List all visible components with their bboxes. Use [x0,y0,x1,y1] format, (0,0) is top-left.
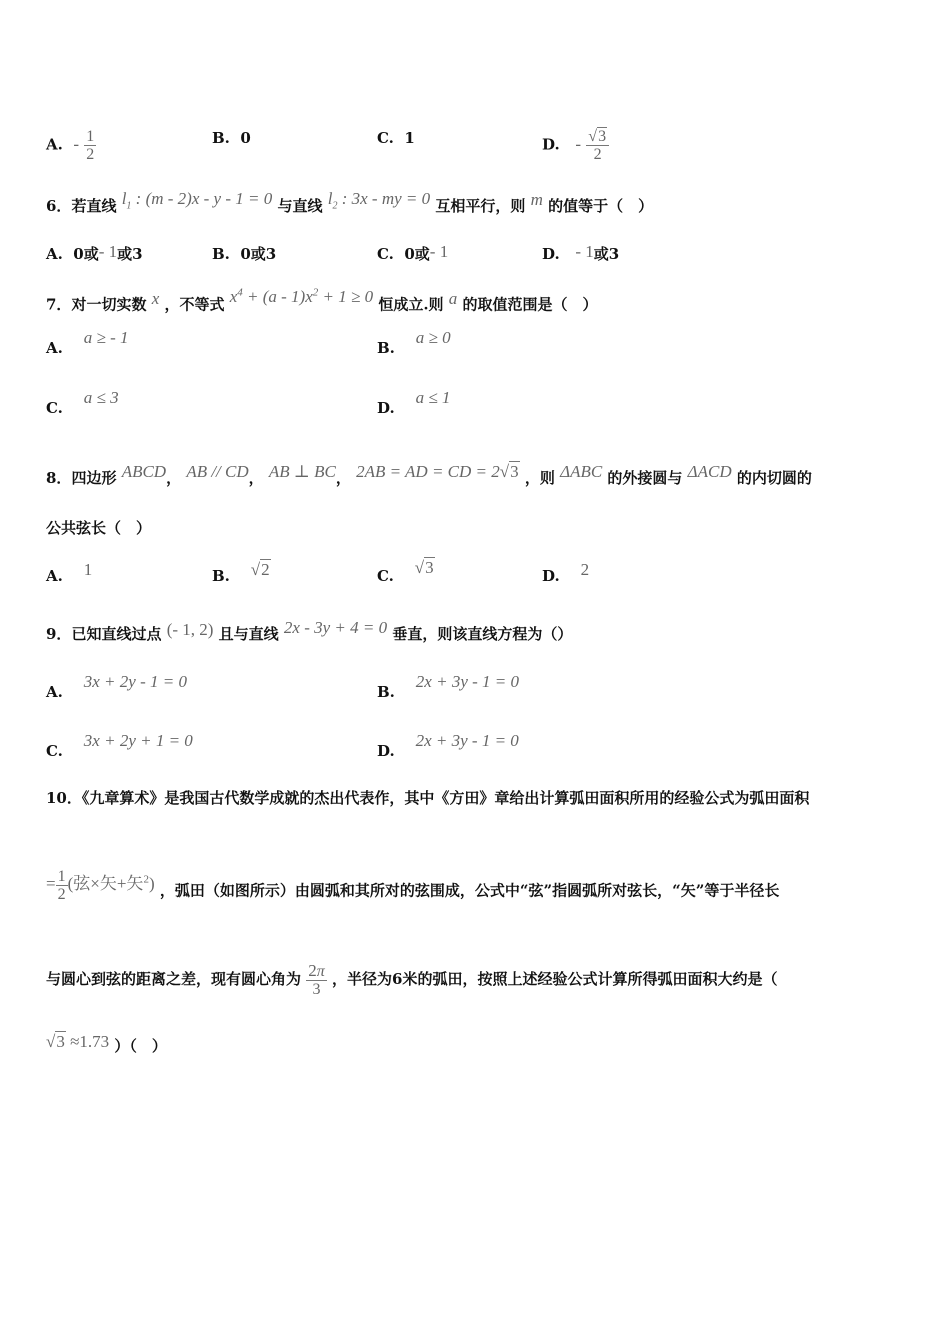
q5-option-b: B. 0 [212,129,251,147]
question-8: 8．四边形 ABCD， AB // CD， AB ⊥ BC， 2AB = AD = CD = 2√3 ，则 ΔABC 的外接圆与 ΔACD 的内切圆的 [46,462,812,487]
q8-option-d: D. 2 [542,560,590,585]
q6-text-b: 与直线 [277,197,323,215]
q8-option-b: B. √2 [212,560,270,585]
q9-option-a: A. 3x + 2y - 1 = 0 [46,672,187,701]
q9-option-b: B. 2x + 3y - 1 = 0 [377,672,519,701]
q5-option-c: C. 1 [377,129,415,147]
q6-text-a: 若直线 [71,197,117,215]
q8-option-c: C. √3 [377,558,434,585]
question-7: 7．对一切实数 x ，不等式 $x^4 + (a - 1)x^2 + 1 \ge 0$ 恒成立.则 a 的取值范围是（ ） [46,286,598,314]
q6-var-m: m [530,190,543,209]
question-10-line1: 10．《九章算术》是我国古代数学成就的杰出代表作，其中《方田》章给出计算弧田面积所用的经验公式为弧田面积 [46,789,810,807]
q8-option-a: A. 1 [46,560,93,585]
q10-formula: = $\frac{1}{2}$ (弦×矢+矢$^2$) [46,868,155,903]
question-10-line3: 与圆心到弦的距离之差，现有圆心角为 $\frac{2\pi}{3}$ ，半径为6米的弧田，按照上述经验公式计算所得弧田面积大约是（ [46,961,778,998]
q5-option-d: D. - $\frac{√3}{2}$ [542,128,609,163]
q7-inequality: $x^4 + (a - 1)x^2 + 1 \ge 0$ [229,286,374,306]
question-9: 9．已知直线过点 (- 1, 2) 且与直线 2x - 3y + 4 = 0 垂直，则该直线方程为（） [46,618,573,643]
q8-line2: 公共弦长（ ） [46,519,152,537]
q10-approx: √3 ≈1.73 [46,1032,110,1051]
q6-option-b: B. 0或3 [212,245,277,263]
question-6 [46,189,654,223]
q9-option-d: D. 2x + 3y - 1 = 0 [377,731,519,760]
q6-number: 6． [46,197,72,215]
q9-option-c: C. 3x + 2y + 1 = 0 [46,731,193,760]
question-10-line4: √3 ≈1.73 ）（ ） [46,1032,167,1055]
q6-text-d: 的值等于（ ） [548,197,654,215]
q7-option-c: C. a ≤ 3 [46,388,119,417]
q10-angle: $\frac{2\pi}{3}$ [308,961,325,998]
q7-option-a: A. a ≥ - 1 [46,328,129,357]
q6-option-c: C. 0或- 1 [377,242,449,263]
q6-line1-expr: $l_1$ : (m - 2)x - y - 1 = 0 [121,189,273,212]
q6-option-d: D. - 1或3 [542,242,620,263]
q6-line2-expr: $l_2$ : 3x - my = 0 [327,189,431,212]
q7-option-b: B. a ≥ 0 [377,328,451,357]
q7-option-d: D. a ≤ 1 [377,388,451,417]
question-10-line2: = $\frac{1}{2}$ (弦×矢+矢$^2$) ，弧田（如图所示）由圆弧和其所对的弦围成，公式中“弦”指圆弧所对弦长，“矢”等于半径长 [46,868,780,903]
q6-option-a: A. 0或- 1或3 [46,242,143,263]
q5-option-a: A. - $\frac{1}{2}$ [46,128,95,163]
q6-text-c: 互相平行，则 [435,197,526,215]
